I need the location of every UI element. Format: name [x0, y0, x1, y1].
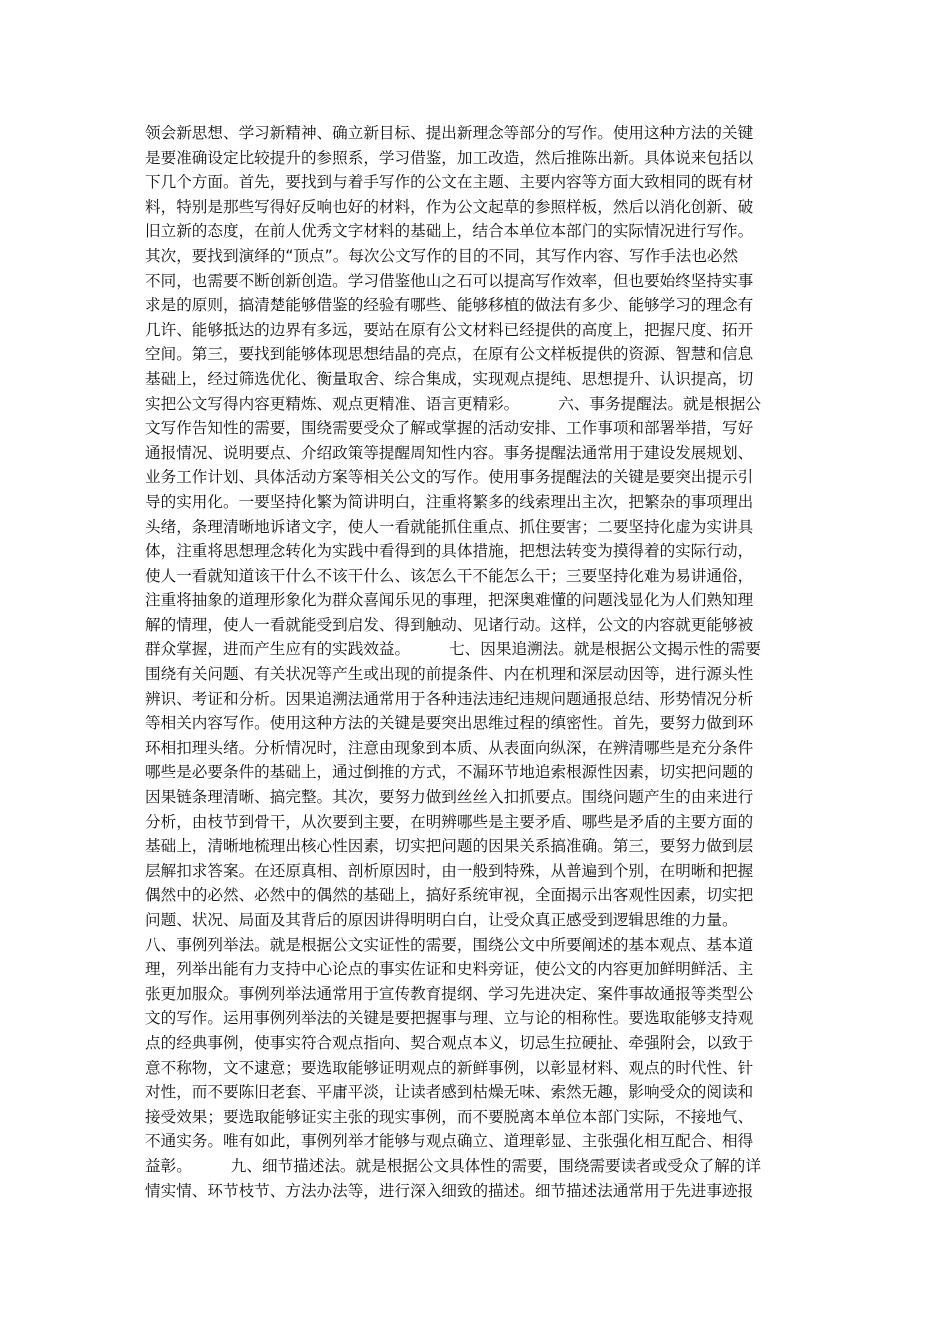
- text-line: 基础上，经过筛选优化、衡量取舍、综合集成，实现观点提纯、思想提升、认识提高，切: [145, 369, 754, 388]
- text-line: 意不称物，文不逮意；要选取能够证明观点的新鲜事例，以彰显材料、观点的时代性、针: [145, 1058, 754, 1077]
- text-line: 通报情况、说明要点、介绍政策等提醒周知性内容。事务提醒法通常用于建设发展规划、: [145, 443, 754, 462]
- text-line: 围绕有关问题、有关状况等产生或出现的前提条件、内在机理和深层动因等，进行源头性: [145, 665, 754, 684]
- text-line: 文的写作。运用事例列举法的关键是要把握事与理、立与论的相称性。要选取能够支持观: [145, 1009, 754, 1028]
- text-line: 领会新思想、学习新精神、确立新目标、提出新理念等部分的写作。使用这种方法的关键: [145, 124, 754, 142]
- text-line: 基础上，清晰地梳理出核心性因素，切实把问题的因果关系搞准确。第三，要努力做到层: [145, 837, 754, 856]
- text-line: 空间。第三，要找到能够体现思想结晶的亮点，在原有公文样板提供的资源、智慧和信息: [145, 345, 754, 364]
- text-line: 其次，要找到演绎的“顶点”。每次公文写作的目的不同，其写作内容、写作手法也必然: [145, 246, 739, 265]
- text-line: 群众掌握，进而产生应有的实践效益。 七、因果追溯法。就是根据公文揭示性的需要: [145, 640, 761, 659]
- text-line: 下几个方面。首先，要找到与着手写作的公文在主题、主要内容等方面大致相同的既有材: [145, 173, 754, 192]
- text-line: 料，特别是那些写得好反响也好的材料，作为公文起草的参照样板，然后以消化创新、破: [145, 197, 754, 216]
- text-line: 接受效果；要选取能够证实主张的现实事例，而不要脱离本单位本部门实际，不接地气、: [145, 1107, 754, 1126]
- text-line: 问题、状况、局面及其背后的原因讲得明明白白，让受众真正感受到逻辑思维的力量。: [145, 911, 738, 929]
- text-line: 导的实用化。一要坚持化繁为简讲明白，注重将繁多的线索理出主次，把繁杂的事项理出: [145, 492, 754, 511]
- text-line: 体，注重将思想理念转化为实践中看得到的具体措施，把想法转变为摸得着的实际行动，: [145, 542, 754, 561]
- text-line: 使人一看就知道该干什么不该干什么、该怎么干不能怎么干；三要坚持化难为易讲通俗，: [145, 566, 754, 585]
- text-line: 实把公文写得内容更精炼、观点更精准、语言更精彩。 六、事务提醒法。就是根据公: [145, 394, 761, 413]
- text-line: 等相关内容写作。使用这种方法的关键是要突出思维过程的缜密性。首先，要努力做到环: [145, 714, 754, 733]
- text-line: 理，列举出能有力支持中心论点的事实佐证和史料旁证，使公文的内容更加鲜明鲜活、主: [145, 960, 754, 979]
- text-line: 因果链条理清晰、搞完整。其次，要努力做到丝丝入扣抓要点。围绕问题产生的由来进行: [145, 788, 754, 807]
- text-line: 辨识、考证和分析。因果追溯法通常用于各种违法违纪违规问题通报总结、形势情况分析: [145, 689, 754, 708]
- text-line: 层解扣求答案。在还原真相、剖析原因时，由一般到特殊，从普遍到个别，在明晰和把握: [145, 861, 754, 880]
- text-line: 点的经典事例，使事实符合观点指向、契合观点本义，切忌生拉硬扯、牵强附会，以致于: [145, 1033, 754, 1052]
- text-line: 业务工作计划、具体活动方案等相关公文的写作。使用事务提醒法的关键是要突出提示引: [145, 468, 754, 487]
- text-line: 不通实务。唯有如此，事例列举才能够与观点确立、道理彰显、主张强化相互配合、相得: [145, 1132, 754, 1151]
- text-line: 对性，而不要陈旧老套、平庸平淡，让读者感到枯燥无味、索然无趣，影响受众的阅读和: [145, 1083, 754, 1102]
- text-line: 哪些是必要条件的基础上，通过倒推的方式，不漏环节地追索根源性因素，切实把问题的: [145, 763, 754, 782]
- text-line: 求是的原则，搞清楚能够借鉴的经验有哪些、能够移植的做法有多少、能够学习的理念有: [145, 296, 754, 315]
- text-line: 不同，也需要不断创新创造。学习借鉴他山之石可以提高写作效率，但也要始终坚持实事: [145, 271, 754, 290]
- document-body: [145, 121, 810, 1203]
- text-line: 文写作告知性的需要，围绕需要受众了解或掌握的活动安排、工作事项和部署举措，写好: [145, 419, 754, 438]
- text-line: 分析，由枝节到骨干，从次要到主要，在明辨哪些是主要矛盾、哪些是矛盾的主要方面的: [145, 812, 754, 831]
- text-line: 是要准确设定比较提升的参照系，学习借鉴，加工改造，然后推陈出新。具体说来包括以: [145, 148, 754, 167]
- text-line: 注重将抽象的道理形象化为群众喜闻乐见的事理，把深奥难懂的问题浅显化为人们熟知理: [145, 591, 754, 610]
- text-line: 情实情、环节枝节、方法办法等，进行深入细致的描述。细节描述法通常用于先进事迹报: [145, 1181, 754, 1200]
- text-line: 八、事例列举法。就是根据公文实证性的需要，围绕公文中所要阐述的基本观点、基本道: [145, 935, 754, 954]
- text-line: 偶然中的必然、必然中的偶然的基础上，搞好系统审视，全面揭示出客观性因素，切实把: [145, 886, 754, 905]
- text-line: 益彰。 九、细节描述法。就是根据公文具体性的需要，围绕需要读者或受众了解的详: [145, 1156, 761, 1175]
- text-line: 张更加服众。事例列举法通常用于宣传教育提纲、学习先进决定、案件事故通报等类型公: [145, 984, 754, 1003]
- text-line: 环相扣理头绪。分析情况时，注意由现象到本质、从表面向纵深，在辨清哪些是充分条件: [145, 738, 754, 757]
- text-line: 旧立新的态度，在前人优秀文字材料的基础上，结合本单位本部门的实际情况进行写作。: [145, 222, 754, 241]
- text-line: 头绪，条理清晰地诉诸文字，使人一看就能抓住重点、抓住要害；二要坚持化虚为实讲具: [145, 517, 754, 536]
- text-line: 几许、能够抵达的边界有多远，要站在原有公文材料已经提供的高度上，把握尺度、拓开: [145, 320, 754, 339]
- text-line: 解的情理，使人一看就能受到启发、得到触动、见诸行动。这样，公文的内容就更能够被: [145, 615, 754, 634]
